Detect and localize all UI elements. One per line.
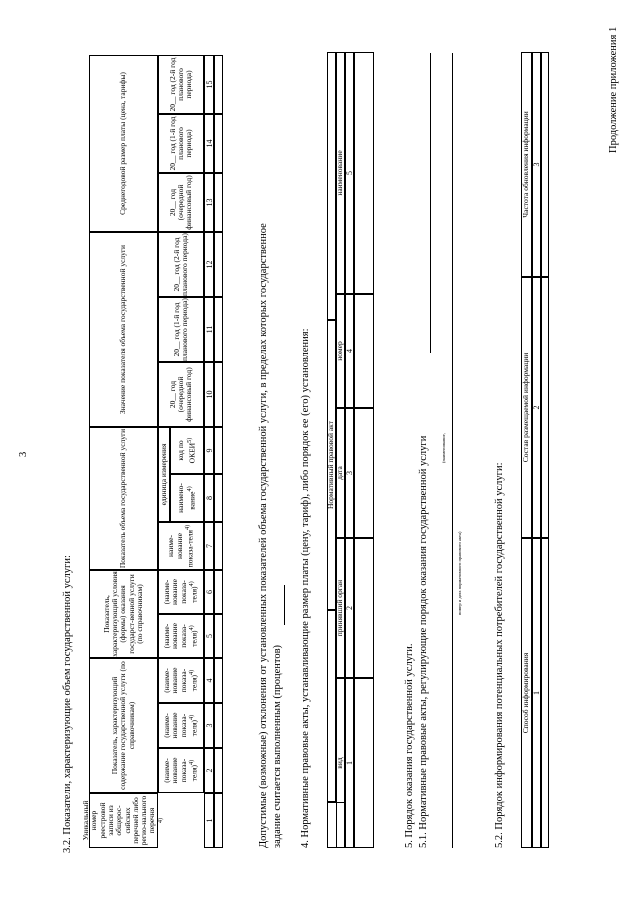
data-cell: [214, 232, 223, 297]
info-num: 1: [532, 538, 541, 848]
legal-act-number-line: [452, 53, 453, 848]
legal-acts-group-header-title: Нормативный правовой акт: [327, 320, 336, 610]
legal-acts-data-cell: [354, 538, 374, 678]
legal-acts-num: 2: [345, 538, 354, 678]
info-col-frequency: Частота обновления информации: [521, 52, 532, 277]
col-number: 12: [204, 232, 214, 297]
caption-name: (наименование,: [441, 433, 446, 463]
deviation-text-1: Допустимые (возможные) отклонения от установленных показателей объема государственной услуги, в пределах которых государственное: [258, 223, 269, 848]
section-5-2-text: 5.2. Порядок информирования потенциальных потребителей государственной услуги:: [494, 462, 505, 848]
header-unique-number: Уникальный номер реестровой записи из общерос-сийских перечней либо регио-нального перечня 4): [89, 793, 158, 848]
deviation-value-line: [284, 585, 285, 625]
header-col-8: наимено-вание$^{4)}$: [170, 474, 204, 522]
data-cell: [214, 173, 223, 232]
col-number: 3: [204, 703, 214, 748]
legal-act-name-line: [430, 53, 431, 353]
section-4-title: 4. Нормативные правовые акты, устанавливающие размер платы (цену, тариф), либо порядок ее (его) установления:: [300, 328, 311, 848]
col-number: 5: [204, 614, 214, 658]
col-number: 8: [204, 474, 214, 522]
header-col-9: код по ОКЕИ$^{5)}$: [170, 427, 204, 474]
legal-acts-data-cell: [354, 408, 374, 538]
col-number: 1: [204, 793, 214, 848]
legal-acts-col-number: номер: [336, 294, 345, 408]
data-cell: [214, 55, 223, 114]
header-volume-value: Значение показателя объема государственной услуги: [89, 232, 158, 427]
data-cell: [214, 748, 223, 793]
data-cell: [214, 614, 223, 658]
header-col-15: 20__ год (2-й год планового периода): [158, 55, 204, 114]
data-cell: [214, 297, 223, 362]
header-col-12: 20__ год (2-й год планового периода): [158, 232, 204, 297]
deviation-text-2: задание считается выполненным (процентов): [272, 644, 283, 848]
header-col-13: 20__ год (очередной финансовый год): [158, 173, 204, 232]
header-volume: Показатель объема государственной услуги: [89, 427, 158, 570]
data-cell: [214, 474, 223, 522]
legal-acts-num: 1: [345, 678, 354, 848]
header-col-10: 20__ год (очередной финансовый год): [158, 362, 204, 427]
info-data-cell: [541, 538, 549, 848]
data-cell: [214, 362, 223, 427]
legal-acts-col-body: принявший орган: [336, 538, 345, 678]
col-number: 14: [204, 114, 214, 173]
header-conditions: Показатель, характеризующий условия (формы) оказания государст-венной услуги (по справочникам): [89, 570, 158, 658]
col-number: 6: [204, 570, 214, 614]
col-number: 15: [204, 55, 214, 114]
header-col-5: (наиме-нование показа-теля)$^{4)}$: [158, 614, 204, 658]
appendix-label: Продолжение приложения 1: [608, 26, 619, 153]
col-number: 2: [204, 748, 214, 793]
header-unit: единица измерения: [158, 427, 170, 522]
header-col-3: (наиме-нование показа-теля)$^{4)}$: [158, 703, 204, 748]
data-cell: [214, 703, 223, 748]
legal-acts-data-cell: [354, 294, 374, 408]
legal-acts-col-date: дата: [336, 408, 345, 538]
header-col-14: 20__ год (1-й год планового периода): [158, 114, 204, 173]
caption-number: номер и дата нормативного правового акта): [457, 531, 462, 615]
data-cell: [214, 793, 223, 848]
info-data-cell: [541, 52, 549, 277]
legal-acts-col-name: наименование: [336, 52, 345, 294]
legal-acts-num: 4: [345, 294, 354, 408]
header-col-4: (наиме-нование показа-теля)$^{4)}$: [158, 658, 204, 703]
col-number: 4: [204, 658, 214, 703]
col-number: 11: [204, 297, 214, 362]
info-col-method: Способ информирования: [521, 538, 532, 848]
info-num: 2: [532, 277, 541, 538]
info-data-cell: [541, 277, 549, 538]
header-avg-price: Среднегодовой размер платы (цена, тарифы): [89, 55, 158, 232]
data-cell: [214, 114, 223, 173]
legal-acts-num: 5: [345, 52, 354, 294]
section-5-1-text: 5.1. Нормативные правовые акты, регулирующие порядок оказания государственной услуги: [418, 435, 429, 848]
legal-acts-data-cell: [354, 678, 374, 848]
legal-acts-group-header: [327, 610, 336, 802]
legal-acts-data-cell: [354, 52, 374, 294]
data-cell: [214, 658, 223, 703]
page-number: 3: [18, 451, 29, 457]
data-cell: [214, 570, 223, 614]
col-number: 13: [204, 173, 214, 232]
data-cell: [214, 522, 223, 570]
header-content: Показатель, характеризующий содержание государственной услуги (по справочникам): [89, 658, 158, 793]
info-col-content: Состав размещаемой информации: [521, 277, 532, 538]
col-number: 7: [204, 522, 214, 570]
header-col-7: наиме-нование показа-теля$^{4)}$: [158, 522, 204, 570]
section-3-2-title: 3.2. Показатели, характеризующие объем государственной услуги:: [62, 555, 73, 853]
legal-acts-num: 3: [345, 408, 354, 538]
col-number: 10: [204, 362, 214, 427]
header-col-2: (наиме-нование показа-теля)$^{4)}$: [158, 748, 204, 793]
header-col-6: (наиме-нование показа-теля)$^{4)}$: [158, 570, 204, 614]
data-cell: [214, 427, 223, 474]
header-col-11: 20__ год (1-й год планового периода): [158, 297, 204, 362]
section-5-title: 5. Порядок оказания государственной услуги.: [404, 643, 415, 848]
legal-acts-col-type: вид: [336, 678, 345, 848]
info-num: 3: [532, 52, 541, 277]
col-number: 9: [204, 427, 214, 474]
